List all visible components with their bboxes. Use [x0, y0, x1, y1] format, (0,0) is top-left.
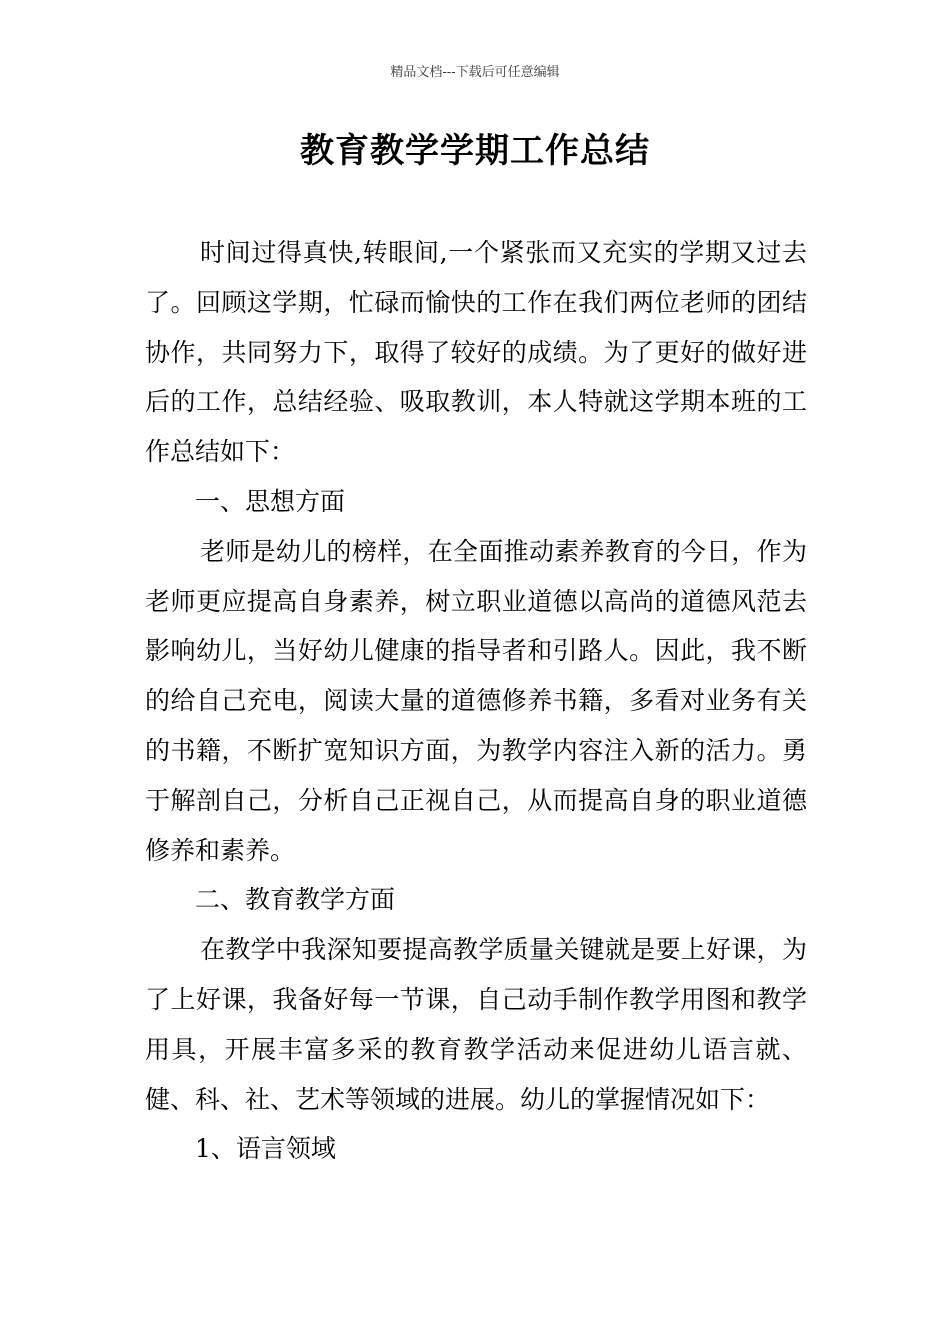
section-heading-thought: 一、思想方面	[195, 486, 346, 516]
paragraph-intro: 时间过得真快,转眼间,一个紧张而又充实的学期又过去了。回顾这学期，忙碌而愉快的工作在我们两位老师的团结协作，共同努力下，取得了较好的成绩。为了更好的做好进后的工作，总结经验、吸取教训，本人特就这学期本班的工作总结如下：	[145, 238, 807, 467]
paragraph-thought: 老师是幼儿的榜样，在全面推动素养教育的今日，作为老师更应提高自身素养，树立职业道德以高尚的道德风范去影响幼儿，当好幼儿健康的指导者和引路人。因此，我不断的给自己充电，阅读大量的道德修养书籍，多看对业务有关的书籍，不断扩宽知识方面，为教学内容注入新的活力。勇于解剖自己，分析自己正视自己，从而提高自身的职业道德修养和素养。	[145, 536, 807, 865]
document-body	[145, 228, 807, 1174]
subsection-heading-language: 1、语言领域	[195, 1134, 336, 1164]
paragraph-teaching: 在教学中我深知要提高教学质量关键就是要上好课，为了上好课，我备好每一节课，自己动手制作教学用图和教学用具，开展丰富多采的教育教学活动来促进幼儿语言就、健、科、社、艺术等领域的进展。幼儿的掌握情况如下：	[145, 935, 807, 1114]
header-note: 精品文档---下载后可任意编辑	[390, 65, 560, 80]
section-heading-teaching: 二、教育教学方面	[195, 885, 396, 915]
document-title: 教育教学学期工作总结	[300, 131, 650, 171]
